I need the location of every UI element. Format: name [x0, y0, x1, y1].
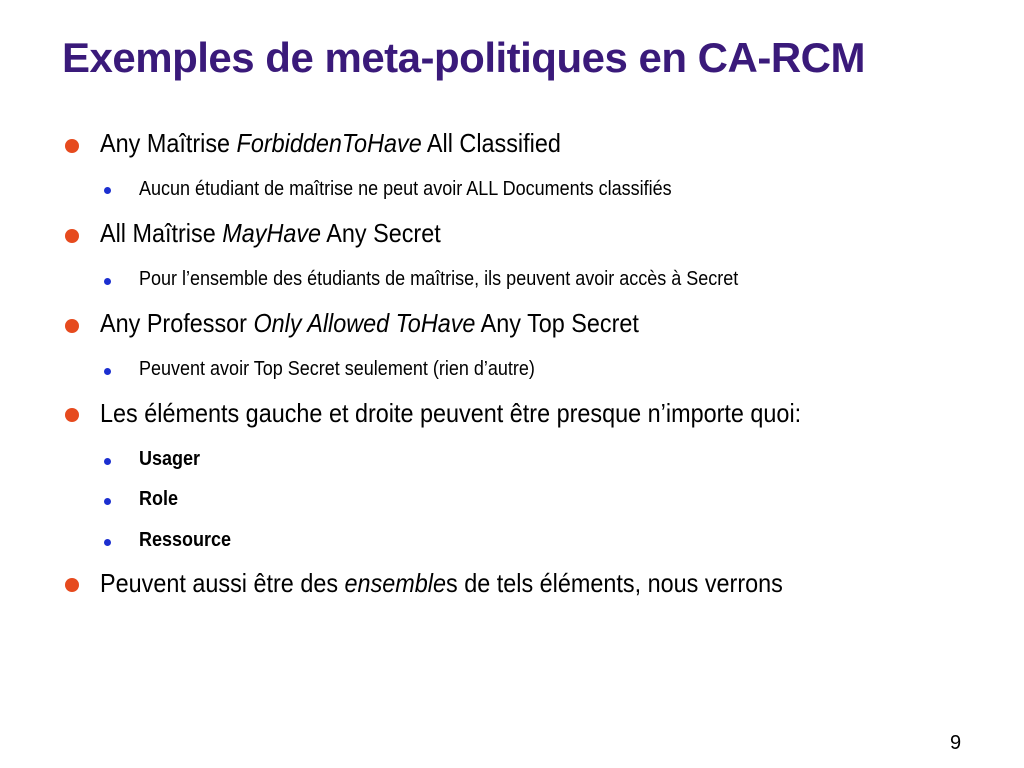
- bullet-item: [100, 128, 561, 159]
- bullet-text: All Maîtrise: [100, 218, 223, 248]
- sub-bullet-dot-icon: [104, 539, 111, 546]
- bullet-emphasis: ensemble: [344, 568, 447, 598]
- bullet-item: [100, 308, 639, 339]
- sub-bullet-dot-icon: [104, 458, 111, 465]
- sub-bullet-dot-icon: [104, 187, 111, 194]
- sub-bullet-dot-icon: [104, 278, 111, 285]
- bullet-emphasis: MayHave: [222, 218, 322, 248]
- bullet-dot-icon: [65, 139, 79, 153]
- bullet-item: [100, 568, 783, 599]
- page-number: 9: [950, 732, 962, 754]
- bullet-text: Peuvent aussi être des: [100, 568, 345, 598]
- bullet-emphasis: ForbiddenToHave: [236, 128, 422, 158]
- bullet-item: [100, 218, 441, 249]
- sub-bullet-item: Usager: [139, 448, 201, 470]
- sub-bullet-item: Ressource: [139, 529, 232, 551]
- bullet-emphasis: Only Allowed ToHave: [253, 308, 476, 338]
- bullet-item: Les éléments gauche et droite peuvent être presque n’importe quoi:: [100, 398, 802, 428]
- sub-bullet-item: Aucun étudiant de maîtrise ne peut avoir ALL Documents classifiés: [139, 178, 672, 200]
- sub-bullet-dot-icon: [104, 368, 111, 375]
- sub-bullet-item: Role: [139, 488, 179, 510]
- sub-bullet-item: Pour l’ensemble des étudiants de maîtrise, ils peuvent avoir accès à Secret: [139, 268, 739, 290]
- bullet-dot-icon: [65, 229, 79, 243]
- bullet-text: Any Maîtrise: [100, 128, 237, 158]
- bullet-text: Any Secret: [321, 218, 441, 248]
- bullet-dot-icon: [65, 578, 79, 592]
- bullet-dot-icon: [65, 408, 79, 422]
- slide-title: Exemples de meta-politiques en CA-RCM: [62, 34, 865, 81]
- bullet-text: s de tels éléments, nous verrons: [446, 568, 783, 598]
- bullet-text: All Classified: [421, 128, 561, 158]
- sub-bullet-item: Peuvent avoir Top Secret seulement (rien d’autre): [139, 358, 535, 380]
- bullet-dot-icon: [65, 319, 79, 333]
- bullet-text: Any Top Secret: [475, 308, 639, 338]
- bullet-text: Any Professor: [100, 308, 254, 338]
- sub-bullet-dot-icon: [104, 498, 111, 505]
